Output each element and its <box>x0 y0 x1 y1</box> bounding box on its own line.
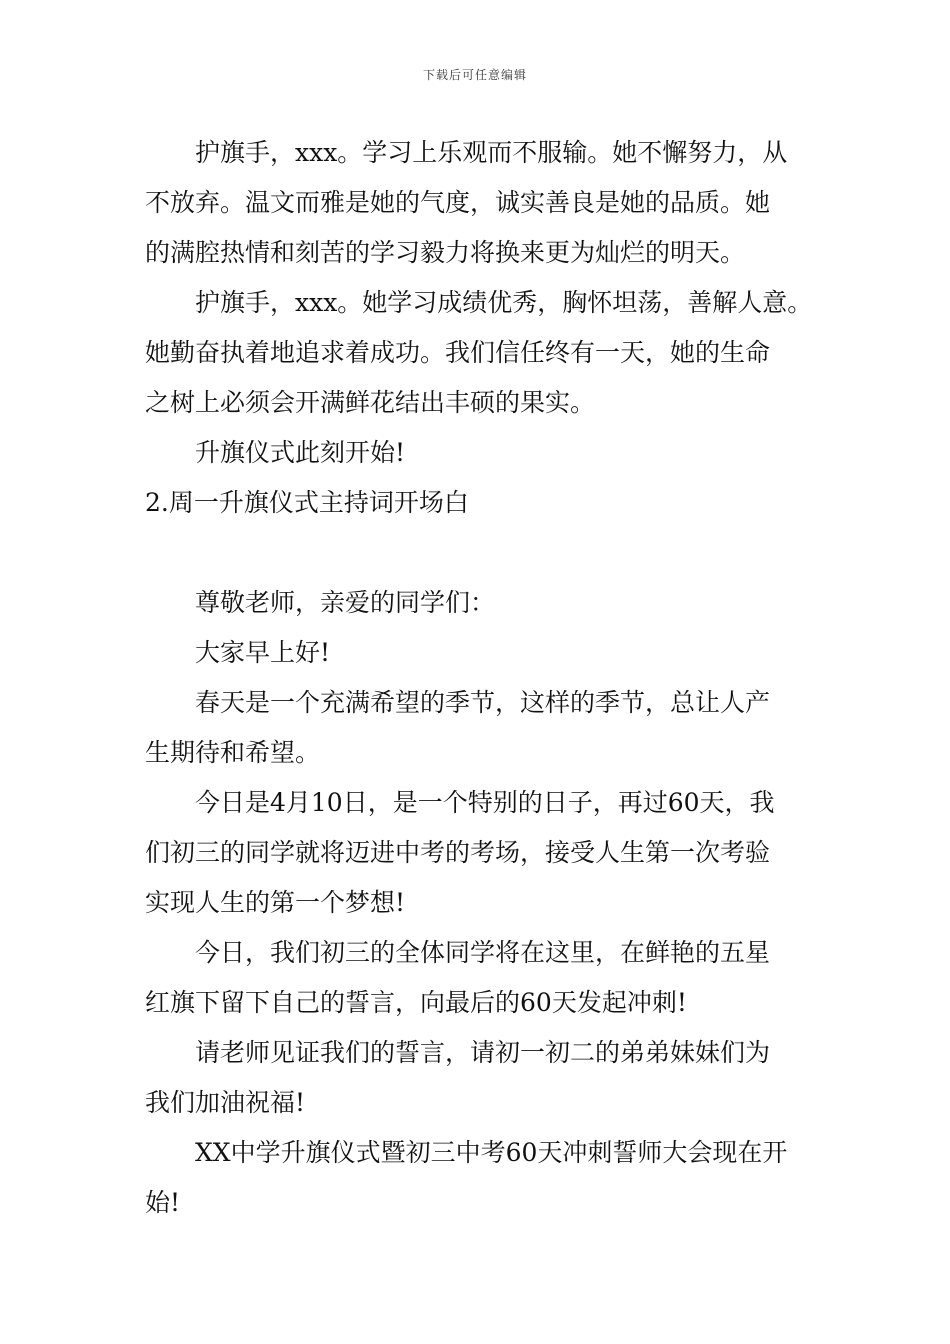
paragraph-today <box>145 778 813 928</box>
paragraph-greeting <box>145 578 813 628</box>
document-body <box>145 128 813 1228</box>
blank-line <box>145 528 813 578</box>
text-line: 实现人生的第一个梦想! <box>145 888 406 917</box>
text-line: 今日是4月10日，是一个特别的日子，再过60天，我 <box>195 788 775 817</box>
text-line: 生期待和希望。 <box>145 738 321 767</box>
paragraph-spring <box>145 678 813 778</box>
text-line: 春天是一个充满希望的季节，这样的季节，总让人产 <box>195 688 771 717</box>
section-title: 2.周一升旗仪式主持词开场白 <box>145 488 469 517</box>
text-line: 的满腔热情和刻苦的学习毅力将换来更为灿烂的明天。 <box>145 238 746 267</box>
text-line: 护旗手，xxx。她学习成绩优秀，胸怀坦荡，善解人意。 <box>195 288 813 317</box>
page-header: 下载后可任意编辑 <box>422 68 527 82</box>
text-line: 升旗仪式此刻开始! <box>195 438 406 467</box>
paragraph-assembly-start <box>145 1128 813 1228</box>
paragraph-honor-guard-1 <box>145 128 813 278</box>
text-line: 今日，我们初三的全体同学将在这里，在鲜艳的五星 <box>195 938 771 967</box>
paragraph-oath <box>145 928 813 1028</box>
paragraph-witness <box>145 1028 813 1128</box>
text-line: 我们加油祝福! <box>145 1088 306 1117</box>
text-line: 红旗下留下自己的誓言，向最后的60天发起冲刺! <box>145 988 687 1017</box>
section-heading <box>145 478 813 528</box>
text-line: 之树上必须会开满鲜花结出丰硕的果实。 <box>145 388 596 417</box>
paragraph-honor-guard-2 <box>145 278 813 428</box>
text-line: 们初三的同学就将迈进中考的考场，接受人生第一次考验 <box>145 838 771 867</box>
text-line: 护旗手，xxx。学习上乐观而不服输。她不懈努力，从 <box>195 138 788 167</box>
text-line: 她勤奋执着地追求着成功。我们信任终有一天，她的生命 <box>145 338 771 367</box>
paragraph-good-morning <box>145 628 813 678</box>
text-line: 尊敬老师，亲爱的同学们： <box>195 588 496 617</box>
text-line: 大家早上好! <box>195 638 331 667</box>
text-line: 不放弃。温文而雅是她的气度，诚实善良是她的品质。她 <box>145 188 771 217</box>
paragraph-ceremony-start <box>145 428 813 478</box>
text-line: XX中学升旗仪式暨初三中考60天冲刺誓师大会现在开 <box>195 1138 788 1167</box>
text-line: 始! <box>145 1188 181 1217</box>
text-line: 请老师见证我们的誓言，请初一初二的弟弟妹妹们为 <box>195 1038 771 1067</box>
